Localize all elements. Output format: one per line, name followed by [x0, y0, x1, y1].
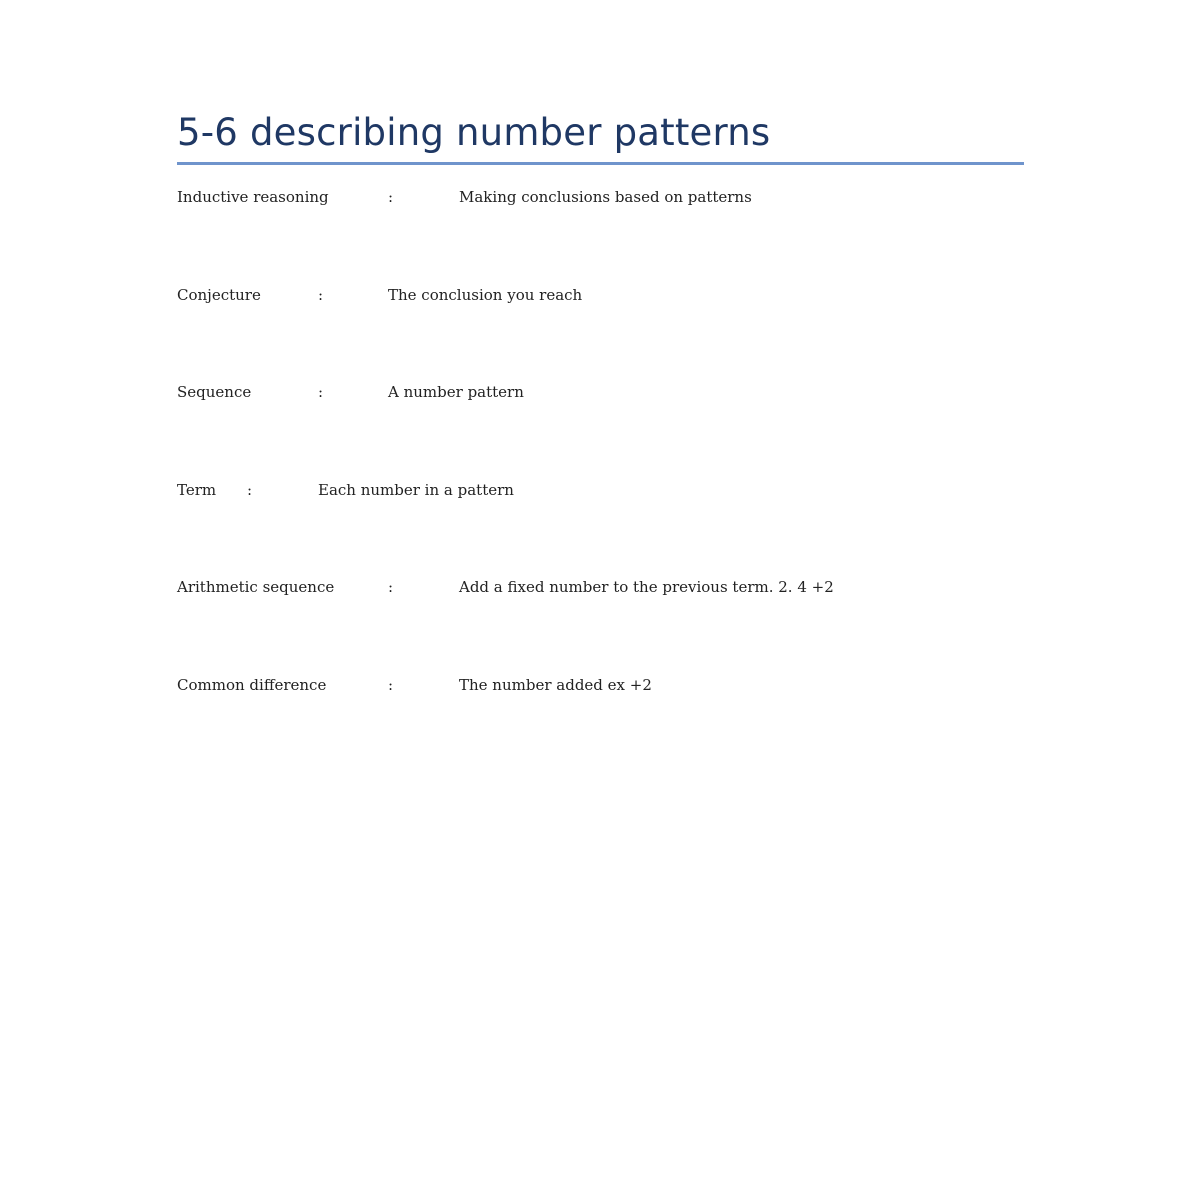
definition-text: Add a fixed number to the previous term. 2. 4 +2: [459, 578, 834, 596]
definition-term: Inductive reasoning: [177, 188, 329, 206]
definition-term: Term: [177, 481, 217, 499]
definition-separator: :: [247, 481, 253, 499]
page-title: 5-6 describing number patterns: [177, 111, 771, 154]
definition-term: Arithmetic sequence: [177, 578, 335, 596]
definition-text: The number added ex +2: [459, 676, 652, 694]
definition-separator: :: [388, 188, 394, 206]
definition-separator: :: [388, 676, 394, 694]
definition-term: Common difference: [177, 676, 327, 694]
definition-text: A number pattern: [388, 383, 524, 401]
definition-term: Conjecture: [177, 286, 261, 304]
definition-text: Each number in a pattern: [318, 481, 514, 499]
definition-text: The conclusion you reach: [388, 286, 583, 304]
definition-separator: :: [318, 383, 324, 401]
definition-separator: :: [388, 578, 394, 596]
definition-text: Making conclusions based on patterns: [459, 188, 752, 206]
definition-term: Sequence: [177, 383, 252, 401]
definition-separator: :: [318, 286, 324, 304]
title-underline: [177, 162, 1024, 165]
